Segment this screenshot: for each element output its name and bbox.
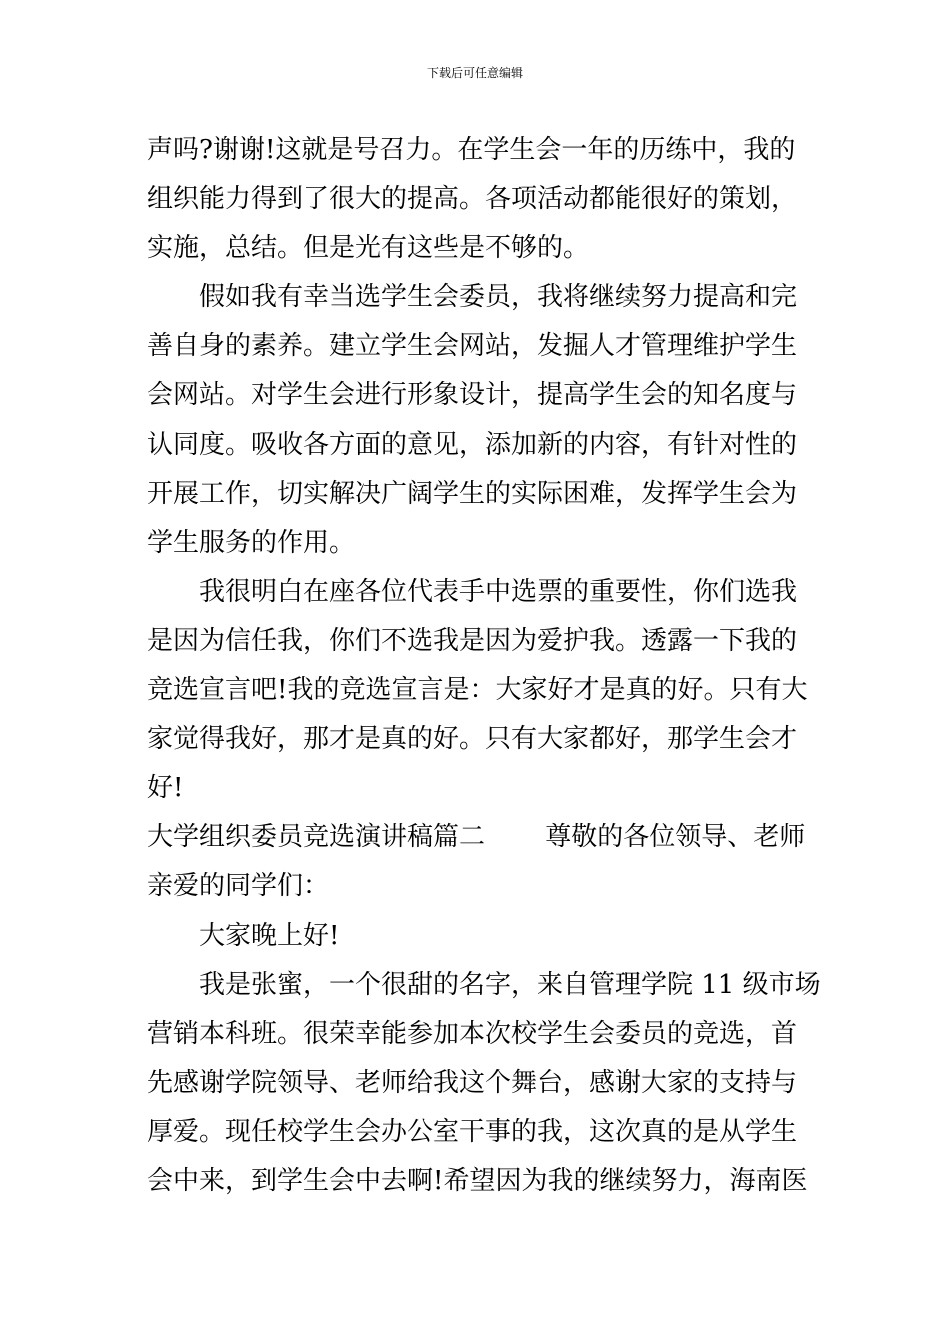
text-line: 营销本科班。很荣幸能参加本次校学生会委员的竞选，首 xyxy=(147,1018,798,1049)
text-line: 大学组织委员竞选演讲稿篇二 尊敬的各位领导、老师 xyxy=(147,822,806,853)
page-header-caption: 下载后可任意编辑 xyxy=(426,66,523,80)
text-line: 声吗?谢谢!这就是号召力。在学生会一年的历练中，我的 xyxy=(147,135,796,165)
text-line: 认同度。吸收各方面的意见，添加新的内容，有针对性的 xyxy=(147,429,798,460)
text-line: 善自身的素养。建立学生会网站，发掘人才管理维护学生 xyxy=(147,331,798,362)
text-line: 开展工作，切实解决广阔学生的实际困难，发挥学生会为 xyxy=(147,478,798,509)
text-line: 假如我有幸当选学生会委员，我将继续努力提高和完 xyxy=(147,282,798,313)
text-line: 竞选宣言吧!我的竞选宣言是：大家好才是真的好。只有大 xyxy=(147,675,808,706)
text-line: 家觉得我好，那才是真的好。只有大家都好，那学生会才 xyxy=(147,724,798,755)
text-line: 大家晚上好! xyxy=(147,920,340,951)
text-line: 亲爱的同学们： xyxy=(147,871,330,902)
text-line: 会网站。对学生会进行形象设计，提高学生会的知名度与 xyxy=(147,380,798,411)
document-body xyxy=(147,126,821,1206)
text-line: 厚爱。现任校学生会办公室干事的我，这次真的是从学生 xyxy=(147,1116,798,1147)
text-line: 先感谢学院领导、老师给我这个舞台，感谢大家的支持与 xyxy=(147,1067,798,1098)
text-line: 组织能力得到了很大的提高。各项活动都能很好的策划， xyxy=(147,184,798,215)
text-line: 我是张蜜，一个很甜的名字，来自管理学院 11 级市场 xyxy=(147,969,821,1000)
text-line: 会中来，到学生会中去啊!希望因为我的继续努力，海南医 xyxy=(147,1165,808,1196)
text-line: 我很明白在座各位代表手中选票的重要性，你们选我 xyxy=(147,576,798,607)
text-line: 好! xyxy=(147,773,184,804)
text-line: 实施，总结。但是光有这些是不够的。 xyxy=(147,233,590,264)
text-line: 学生服务的作用。 xyxy=(147,527,356,558)
text-line: 是因为信任我，你们不选我是因为爱护我。透露一下我的 xyxy=(147,625,798,656)
